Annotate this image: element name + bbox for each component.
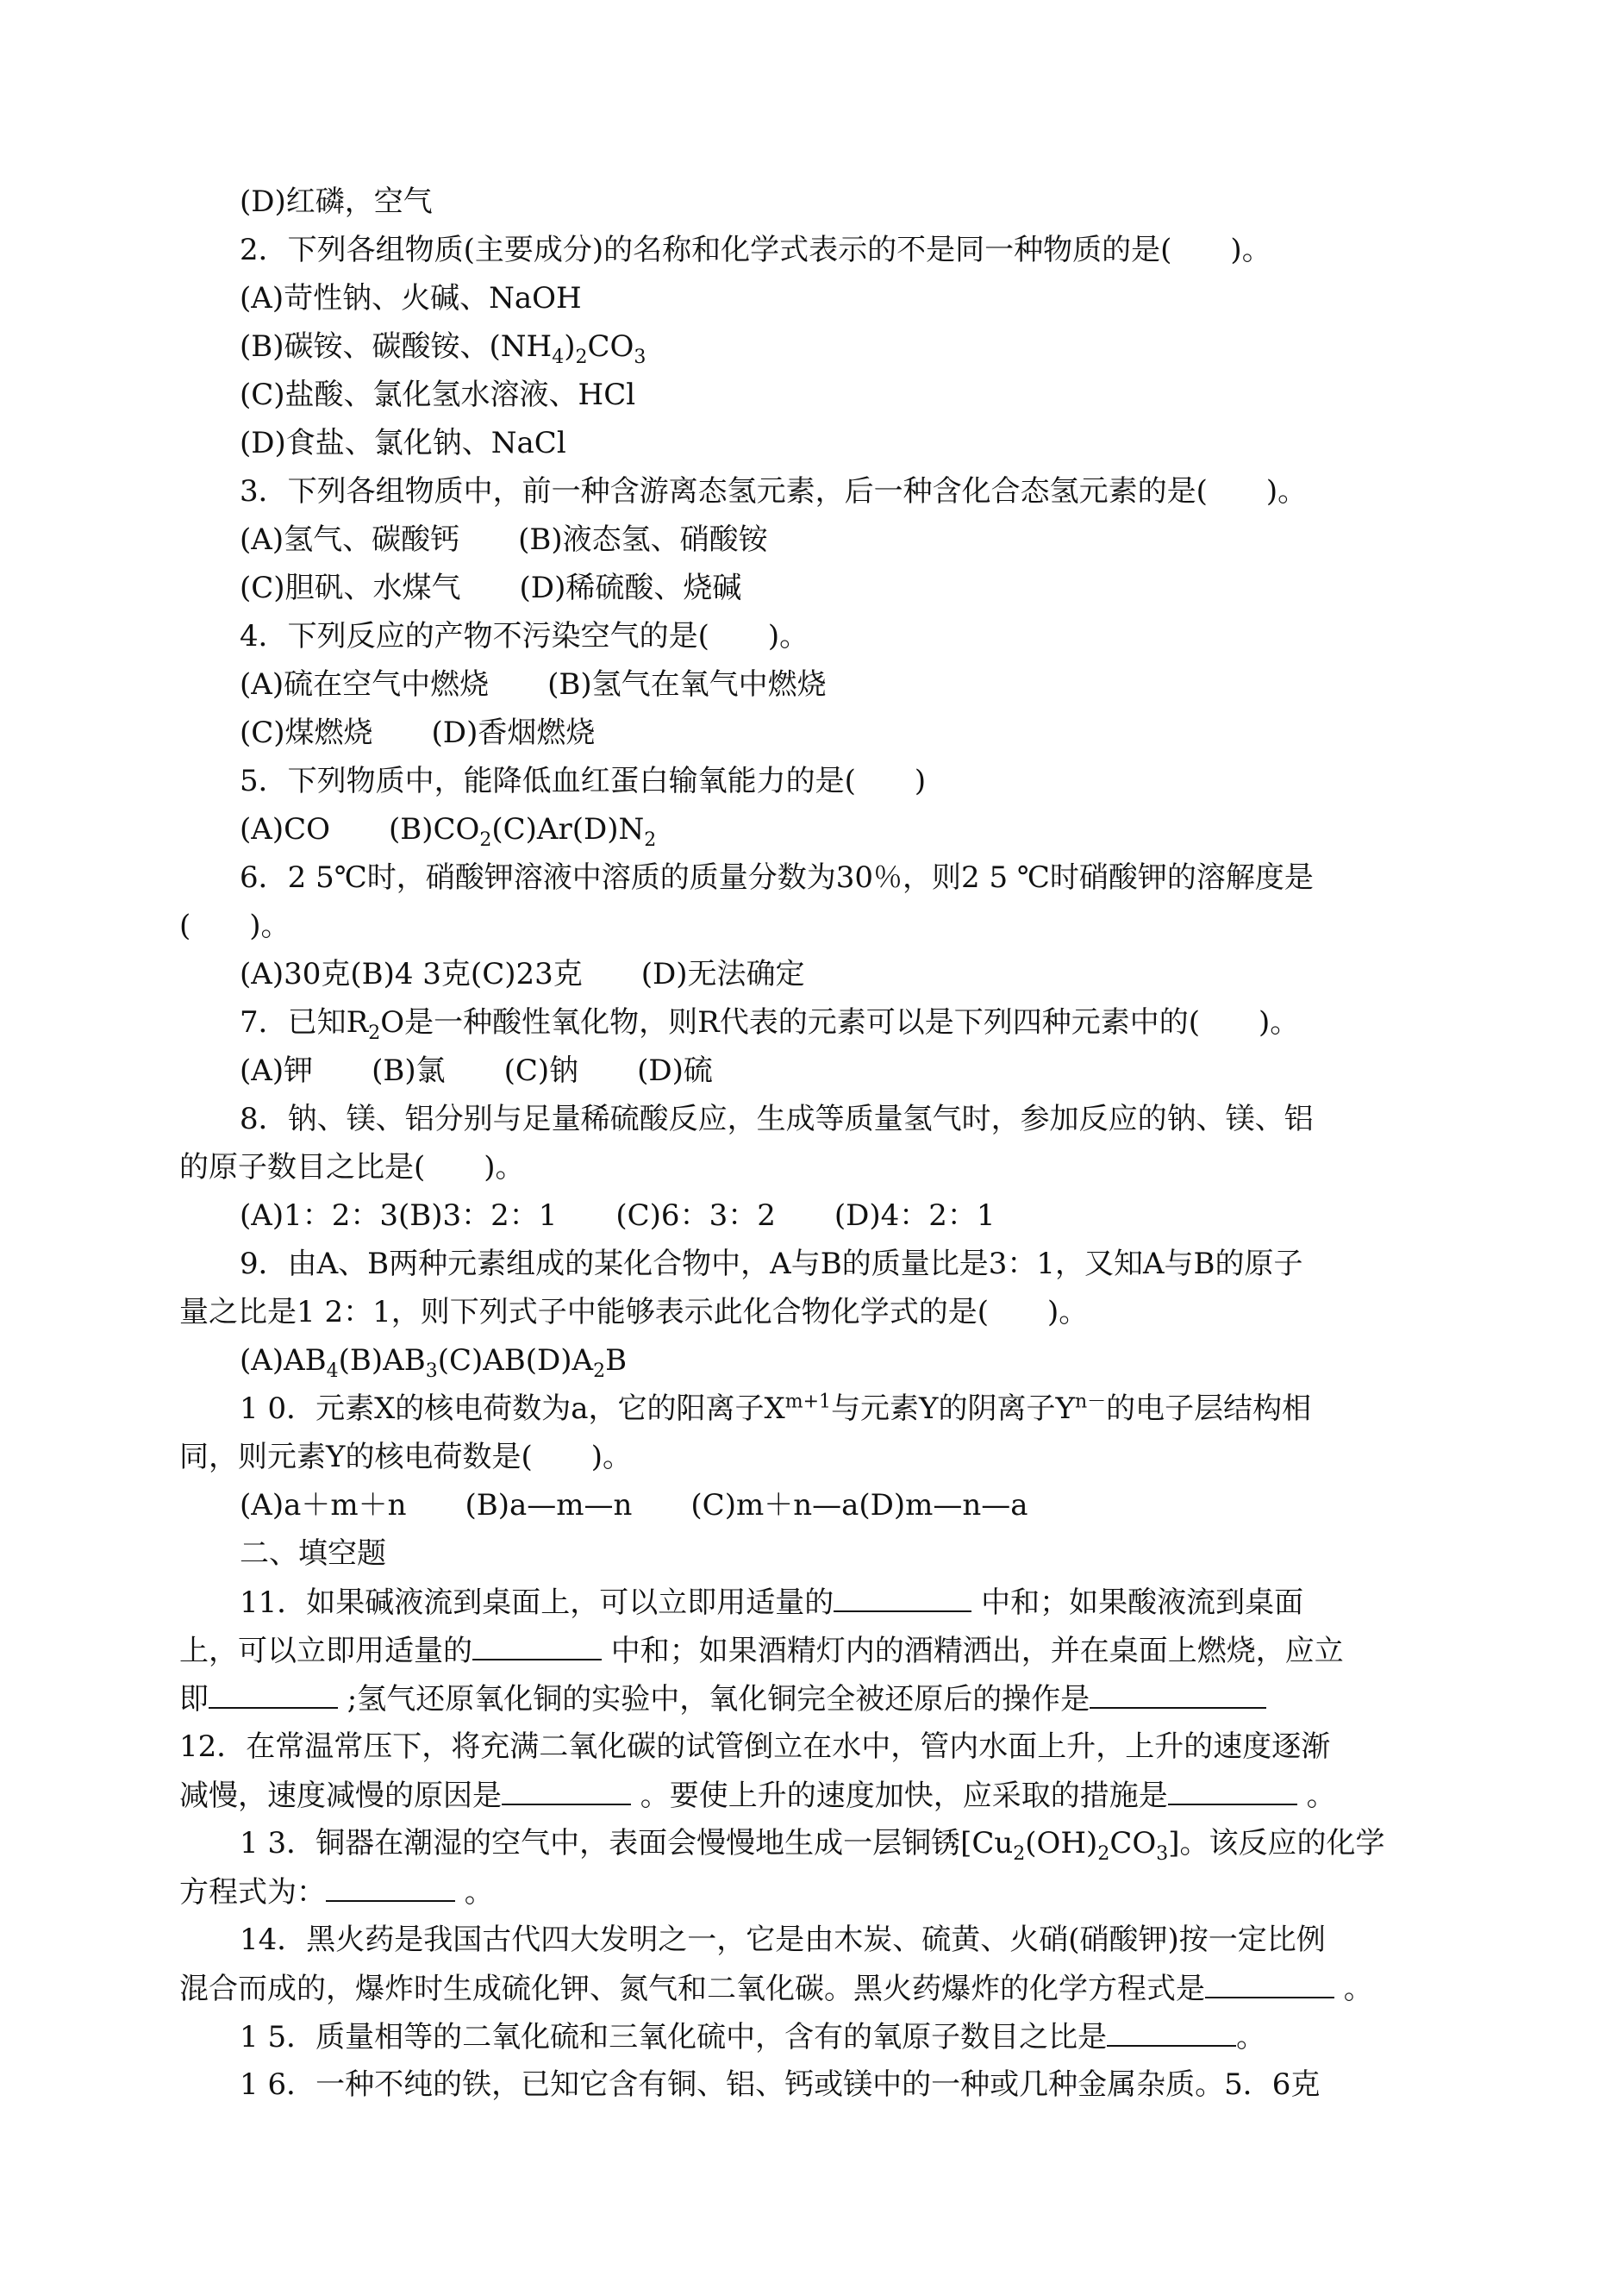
question-13-cont: 方程式为： 。 <box>179 1867 1446 1916</box>
option-line: $(A)AB_4(B)AB_3(C)AB(D)A_2B$ <box>240 1343 628 1382</box>
option-line: (A)苛性钠、火碱、NaOH <box>240 281 582 316</box>
option-line: (D)食盐、氯化钠、NaCl <box>240 426 566 460</box>
option-line: (A)硫在空气中燃烧 (B)氢气在氧气中燃烧 <box>240 667 827 702</box>
option-line: (A)1：2：3(B)3：2：1 (C)6：3：2 (D)4：2：1 <box>240 1198 996 1233</box>
question-8: 8．钠、镁、铝分别与足量稀硫酸反应，生成等质量氢气时，参加反应的钠、镁、铝 <box>240 1102 1314 1136</box>
option-line: (A)CO $(B)CO_2(C)Ar(D)N_2$ <box>240 812 657 851</box>
question-16: 1 6．一种不纯的铁，已知它含有铜、铝、钙或镁中的一种或几种金属杂质。5．6克 <box>240 2067 1321 2102</box>
question-10-cont: 同，则元素Y的核电荷数是( )。 <box>179 1440 632 1474</box>
question-3: 3．下列各组物质中，前一种含游离态氢元素，后一种含化合态氢元素的是( )。 <box>240 474 1308 509</box>
question-15: 1 5．质量相等的二氧化硫和三氧化硫中，含有的氧原子数目之比是 。 <box>179 2012 1446 2060</box>
option-line: (A)钾 (B)氯 (C)钠 (D)硫 <box>240 1054 713 1088</box>
question-9: 9．由A、B两种元素组成的某化合物中，A与B的质量比是3：1，又知A与B的原子 <box>240 1247 1303 1281</box>
answer-blank[interactable] <box>834 1578 971 1612</box>
answer-blank[interactable] <box>472 1626 602 1660</box>
question-7: 7．已知$R_2O$是一种酸性氧化物，则R代表的元素可以是下列四种元素中的( )。 <box>240 1005 1300 1044</box>
answer-blank[interactable] <box>1205 1964 1334 1998</box>
question-11: 11．如果碱液流到桌面上，可以立即用适量的 中和；如果酸液流到桌面 <box>179 1578 1446 1626</box>
question-2: 2．下列各组物质(主要成分)的名称和化学式表示的不是同一种物质的是( )。 <box>240 233 1271 267</box>
question-12: 12．在常温常压下，将充满二氧化碳的试管倒立在水中，管内水面上升，上升的速度逐渐 <box>179 1729 1331 1764</box>
answer-blank[interactable] <box>1090 1674 1266 1709</box>
option-line: (B)碳铵、碳酸铵、$(NH_4)_2CO_3$ <box>240 329 646 368</box>
question-14-cont: 混合而成的，爆炸时生成硫化钾、氮气和二氧化碳。黑火药爆炸的化学方程式是 。 <box>179 1964 1446 2012</box>
answer-blank[interactable] <box>1168 1771 1297 1805</box>
question-6: 6．2 5℃时，硝酸钾溶液中溶质的质量分数为30％，则2 5 ℃时硝酸钾的溶解度是 <box>240 860 1314 895</box>
option-line: (C)煤燃烧 (D)香烟燃烧 <box>240 716 596 750</box>
question-5: 5．下列物质中，能降低血红蛋白输氧能力的是( ) <box>240 764 927 798</box>
question-6-cont: ( )。 <box>179 909 290 943</box>
section-heading: 二、填空题 <box>240 1536 386 1571</box>
option-line: (C)盐酸、氯化氢水溶液、HCl <box>240 378 636 412</box>
option-line: (C)胆矾、水煤气 (D)稀硫酸、烧碱 <box>240 571 742 605</box>
option-line: (D)红磷，空气 <box>240 184 433 219</box>
answer-blank[interactable] <box>326 1867 455 1902</box>
question-text <box>179 178 1446 2109</box>
question-8-cont: 的原子数目之比是( )。 <box>179 1150 525 1185</box>
question-13: 1 3．铜器在潮湿的空气中，表面会慢慢地生成一层铜锈$[Cu_2(OH)_2CO_3]$。该反应的化学 <box>240 1826 1385 1865</box>
question-14: 14．黑火药是我国古代四大发明之一，它是由木炭、硫黄、火硝(硝酸钾)按一定比例 <box>240 1923 1326 1957</box>
option-line: (A)30克(B)4 3克(C)23克 (D)无法确定 <box>240 957 805 991</box>
option-line: (A)a＋m＋n (B)a—m—n (C)m＋n—a(D)m—n—a <box>240 1488 1028 1523</box>
question-11-cont: 上，可以立即用适量的 中和；如果酒精灯内的酒精洒出，并在桌面上燃烧，应立 <box>179 1626 1446 1674</box>
question-10: 1 0．元素X的核电荷数为a，它的阳离子$X^{m+1}$与元素Y的阴离子$Y^{n-}$的电子层结构相 <box>240 1391 1312 1426</box>
question-11-cont: 即 ;氢气还原氧化铜的实验中，氧化铜完全被还原后的操作是 <box>179 1674 1446 1723</box>
option-line: (A)氢气、碳酸钙 (B)液态氢、硝酸铵 <box>240 522 768 557</box>
answer-blank[interactable] <box>209 1674 338 1709</box>
answer-blank[interactable] <box>502 1771 631 1805</box>
question-9-cont: 量之比是1 2：1，则下列式子中能够表示此化合物化学式的是( )。 <box>179 1295 1089 1329</box>
question-12-cont: 减慢，速度减慢的原因是 。要使上升的速度加快，应采取的措施是 。 <box>179 1771 1446 1819</box>
question-4: 4．下列反应的产物不污染空气的是( )。 <box>240 619 809 653</box>
answer-blank[interactable] <box>1107 2012 1236 2047</box>
